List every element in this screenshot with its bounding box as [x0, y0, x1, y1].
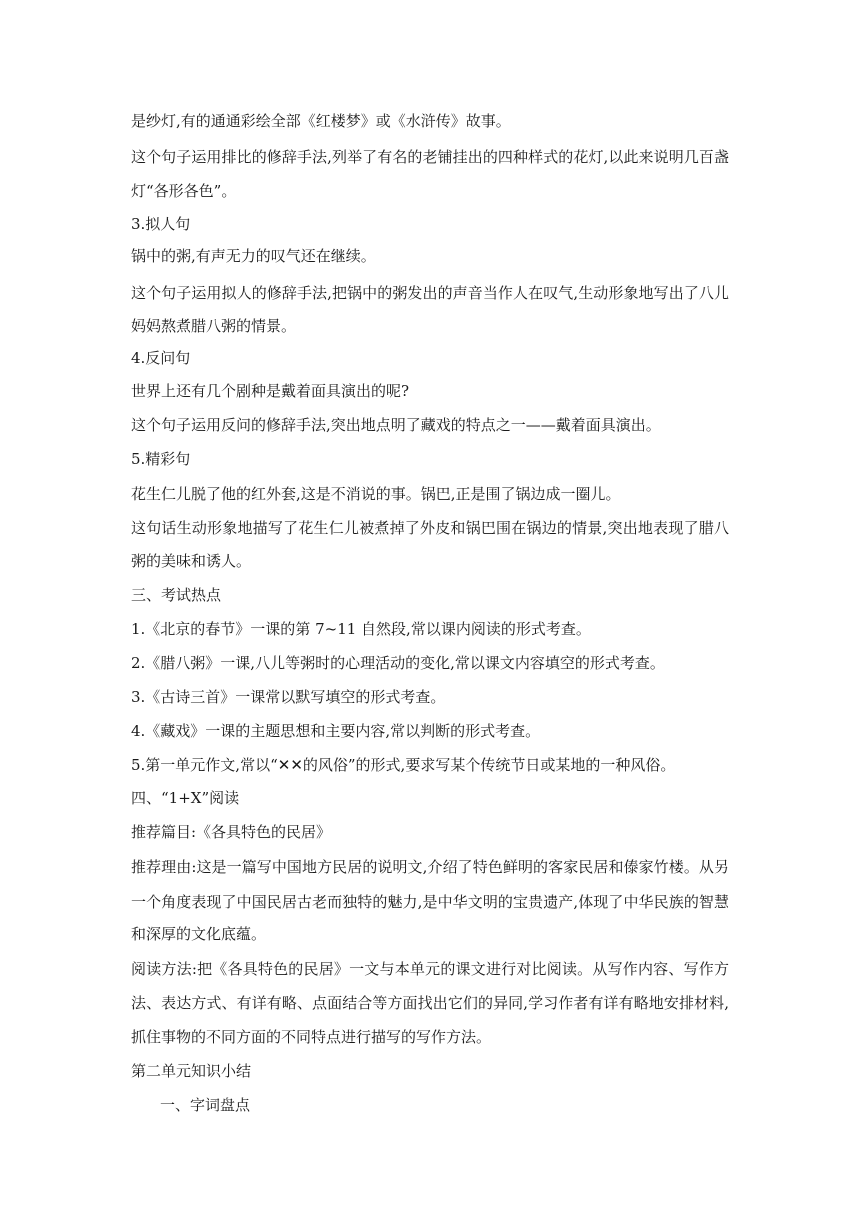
- section-heading: 第二单元知识小结: [131, 1062, 252, 1080]
- list-item: 4.《藏戏》一课的主题思想和主要内容,常以判断的形式考查。: [131, 722, 541, 740]
- section-heading: 5.精彩句: [131, 450, 191, 468]
- text-line: 推荐理由:这是一篇写中国地方民居的说明文,介绍了特色鲜明的客家民居和傣家竹楼。从另: [131, 858, 729, 876]
- text-line: 阅读方法:把《各具特色的民居》一文与本单元的课文进行对比阅读。从写作内容、写作方: [131, 960, 729, 978]
- section-heading: 4.反问句: [131, 349, 191, 367]
- text-line: 这个句子运用反问的修辞手法,突出地点明了藏戏的特点之一——戴着面具演出。: [131, 416, 661, 434]
- text-line: 推荐篇目:《各具特色的民居》: [131, 823, 332, 841]
- text-line: 这个句子运用拟人的修辞手法,把锅中的粥发出的声音当作人在叹气,生动形象地写出了八儿: [131, 284, 729, 302]
- list-item: 1.《北京的春节》一课的第 7~11 自然段,常以课内阅读的形式考查。: [131, 620, 591, 638]
- text-line: 灯“各形各色”。: [131, 182, 237, 200]
- text-line: 抓住事物的不同方面的不同特点进行描写的写作方法。: [131, 1028, 492, 1046]
- section-heading: 三、考试热点: [131, 586, 222, 604]
- section-heading: 3.拟人句: [131, 215, 191, 233]
- text-line: 和深厚的文化底蕴。: [131, 925, 267, 943]
- section-heading: 一、字词盘点: [160, 1096, 251, 1114]
- text-line: 妈妈熬煮腊八粥的情景。: [131, 317, 297, 335]
- text-line: 是纱灯,有的通通彩绘全部《红楼梦》或《水浒传》故事。: [131, 112, 511, 130]
- text-line: 一个角度表现了中国民居古老而独特的魅力,是中华文明的宝贵遗产,体现了中华民族的智慧: [131, 893, 729, 911]
- text-line: 锅中的粥,有声无力的叹气还在继续。: [131, 247, 376, 265]
- section-heading: 四、“1+X”阅读: [131, 789, 240, 807]
- list-item: 3.《古诗三首》一课常以默写填空的形式考查。: [131, 688, 446, 706]
- text-line: 世界上还有几个剧种是戴着面具演出的呢?: [131, 382, 410, 400]
- text-line: 这句话生动形象地描写了花生仁儿被煮掉了外皮和锅巴围在锅边的情景,突出地表现了腊八: [131, 519, 729, 537]
- text-line: 这个句子运用排比的修辞手法,列举了有名的老铺挂出的四种样式的花灯,以此来说明几百盏: [131, 148, 729, 166]
- text-line: 法、表达方式、有详有略、点面结合等方面找出它们的异同,学习作者有详有略地安排材料,: [131, 994, 729, 1012]
- text-line: 粥的美味和诱人。: [131, 552, 252, 570]
- list-item: 2.《腊八粥》一课,八儿等粥时的心理活动的变化,常以课文内容填空的形式考查。: [131, 654, 665, 672]
- list-item: 5.第一单元作文,常以“✕✕的风俗”的形式,要求写某个传统节日或某地的一种风俗。: [131, 756, 676, 774]
- text-line: 花生仁儿脱了他的红外套,这是不消说的事。锅巴,正是围了锅边成一圈儿。: [131, 485, 621, 503]
